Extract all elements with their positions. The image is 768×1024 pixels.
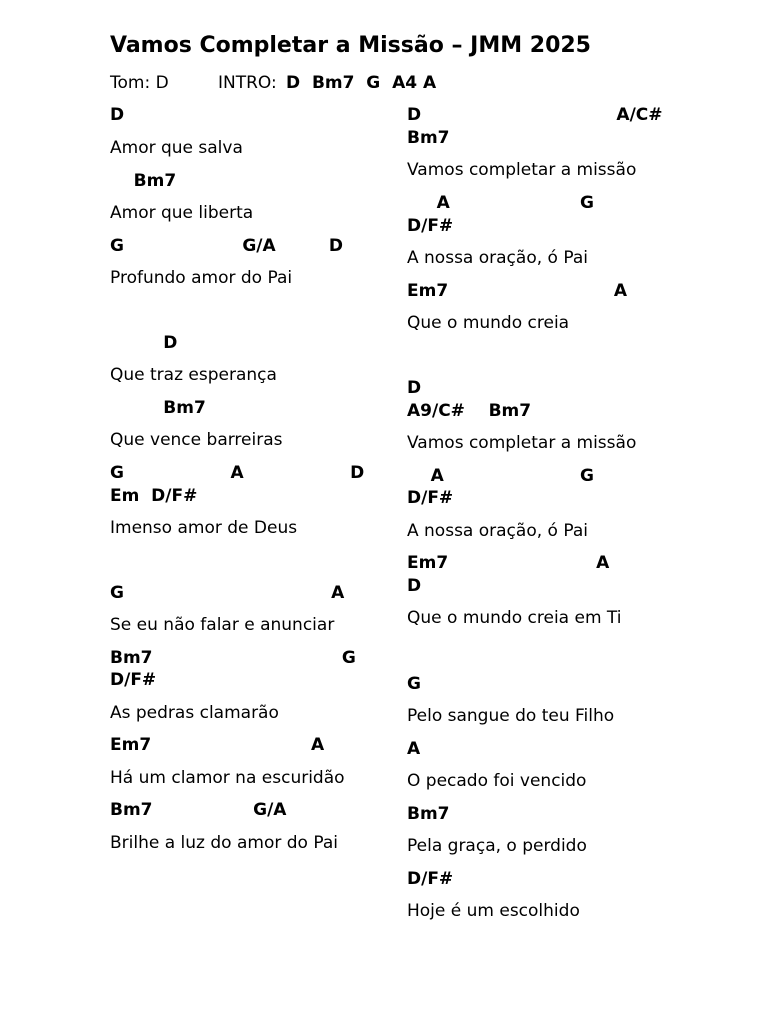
intro-label: INTRO: xyxy=(218,73,277,93)
chord-line: G A D xyxy=(110,463,365,483)
lyric-line: Profundo amor do Pai xyxy=(110,268,293,288)
chord-line: D A/C# xyxy=(407,105,663,125)
chord-line: G G/A D xyxy=(110,236,344,256)
chord-line: G xyxy=(407,674,421,694)
lyric-line: Vamos completar a missão xyxy=(407,433,637,453)
chord-line: D xyxy=(110,333,178,353)
lyric-line: Há um clamor na escuridão xyxy=(110,768,345,788)
chord-line: D xyxy=(407,576,422,596)
lyric-line: O pecado foi vencido xyxy=(407,771,587,791)
song-title: Vamos Completar a Missão – JMM 2025 xyxy=(110,33,591,58)
chord-line: D xyxy=(407,378,422,398)
chord-line: Bm7 xyxy=(110,398,206,418)
lyric-line: Que vence barreiras xyxy=(110,430,283,450)
lyric-line: Vamos completar a missão xyxy=(407,160,637,180)
lyric-line: Amor que liberta xyxy=(110,203,254,223)
lyric-line: Imenso amor de Deus xyxy=(110,518,298,538)
chord-line: D/F# xyxy=(407,488,454,508)
lyric-line: Pela graça, o perdido xyxy=(407,836,587,856)
chord-line: D/F# xyxy=(407,869,454,889)
chord-line: Em D/F# xyxy=(110,486,198,506)
chord-line: A xyxy=(407,739,421,759)
chord-line: A9/C# Bm7 xyxy=(407,401,532,421)
lyric-line: A nossa oração, ó Pai xyxy=(407,521,588,541)
lyric-line: Que o mundo creia em Ti xyxy=(407,608,622,628)
intro-chords: D Bm7 G A4 A xyxy=(286,73,437,93)
chord-line: A G xyxy=(407,466,594,486)
chord-line: D/F# xyxy=(407,216,454,236)
lyric-line: As pedras clamarão xyxy=(110,703,279,723)
chord-line: A G xyxy=(407,193,594,213)
chord-line: Bm7 G xyxy=(110,648,356,668)
lyric-line: Hoje é um escolhido xyxy=(407,901,580,921)
key-label: Tom: D xyxy=(110,73,169,93)
lyric-line: Pelo sangue do teu Filho xyxy=(407,706,615,726)
chord-line: D/F# xyxy=(110,670,157,690)
chord-line: Bm7 xyxy=(110,171,177,191)
chord-line: Em7 A xyxy=(407,553,610,573)
lyric-line: Se eu não falar e anunciar xyxy=(110,615,335,635)
chord-line: G A xyxy=(110,583,345,603)
lyric-line: Amor que salva xyxy=(110,138,243,158)
lyric-line: Brilhe a luz do amor do Pai xyxy=(110,833,338,853)
chord-line: Bm7 G/A xyxy=(110,800,287,820)
lyric-line: Que o mundo creia xyxy=(407,313,570,333)
lyric-line: A nossa oração, ó Pai xyxy=(407,248,588,268)
chord-line: Em7 A xyxy=(110,735,325,755)
chord-line: Bm7 xyxy=(407,804,450,824)
chord-line: Bm7 xyxy=(407,128,450,148)
lyric-line: Que traz esperança xyxy=(110,365,277,385)
chord-line: Em7 A xyxy=(407,281,628,301)
chord-line: D xyxy=(110,105,125,125)
